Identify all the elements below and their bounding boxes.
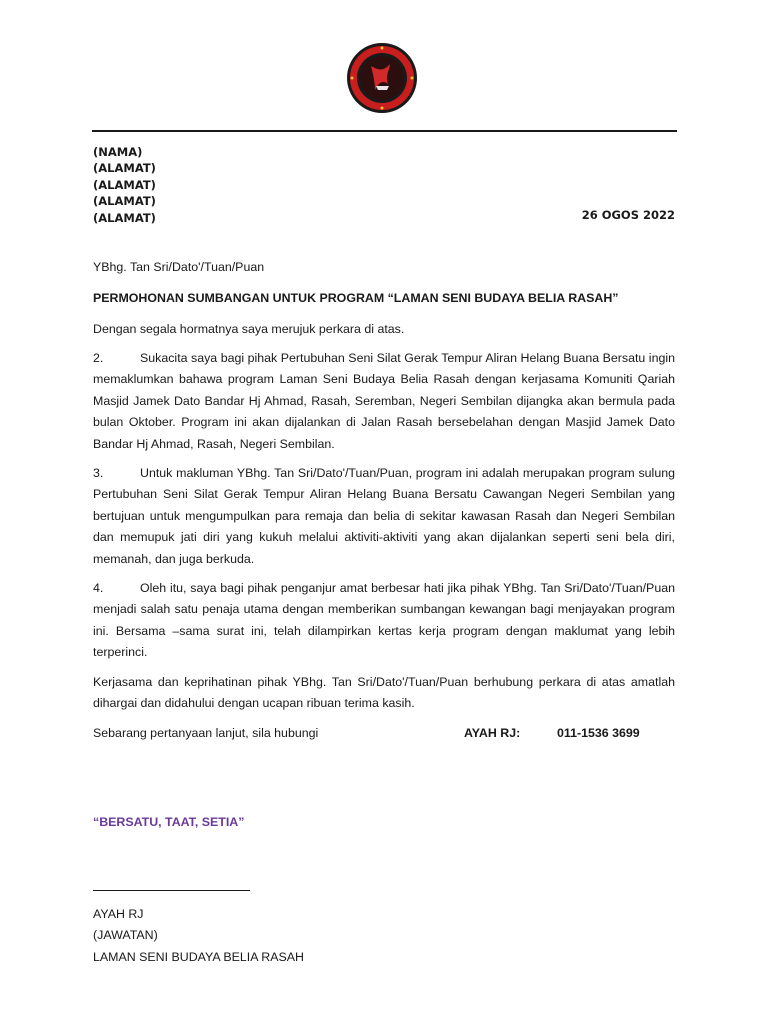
organization-seal-icon	[345, 42, 419, 114]
subject-line: PERMOHONAN SUMBANGAN UNTUK PROGRAM “LAMAN SENI BUDAYA BELIA RASAH”	[93, 291, 619, 305]
closing-paragraph: Kerjasama dan keprihatinan pihak YBhg. Tan Sri/Dato'/Tuan/Puan berhubung perkara di atas amatlah dihargai dan didahului dengan ucapan ribuan terima kasih.	[93, 675, 675, 711]
signatory-name: AYAH RJ	[93, 907, 144, 921]
salutation: YBhg. Tan Sri/Dato'/Tuan/Puan	[93, 260, 265, 274]
paragraph-number: 2.	[93, 351, 104, 365]
letter-date: 26 OGOS 2022	[581, 208, 675, 222]
paragraph-number: 3.	[93, 466, 104, 480]
signatory-position: (JAWATAN)	[93, 928, 158, 943]
address-line: (ALAMAT)	[93, 177, 156, 192]
contact-name: AYAH RJ:	[464, 726, 521, 740]
signature-block	[93, 904, 304, 968]
paragraph-4	[93, 578, 675, 664]
recipient-address-block	[93, 144, 156, 226]
paragraph-text: Untuk makluman YBhg. Tan Sri/Dato'/Tuan/Puan, program ini adalah merupakan program sulung Pertubuhan Seni Silat Gerak Tempur Aliran Helang Buana Bersatu Cawangan Negeri Sembilan yang bertujuan untuk mengumpulkan para remaja dan belia di sekitar kawasan Rasah dan Negeri Sembilan dan memupuk jati diri yang kukuh melalui aktiviti-aktiviti yang akan dijalankan seperti seni bela diri, memanah, dan juga berkuda.	[93, 466, 675, 566]
paragraph-number: 4.	[93, 581, 104, 595]
paragraph-text: Oleh itu, saya bagi pihak penganjur amat berbesar hati jika pihak YBhg. Tan Sri/Dato'/Tuan/Puan menjadi salah satu penaja utama dengan memberikan sumbangan kewangan bagi menjayakan program ini. Bersama –sama surat ini, telah dilampirkan kertas kerja program dengan maklumat yang lebih terperinci.	[93, 581, 675, 660]
motto: “BERSATU, TAAT, SETIA”	[93, 815, 245, 829]
address-line: (ALAMAT)	[93, 161, 156, 176]
contact-line	[93, 723, 675, 744]
address-line: (ALAMAT)	[93, 210, 156, 225]
paragraph-3	[93, 463, 675, 570]
signature-line	[93, 890, 250, 891]
recipient-name: (NAMA)	[93, 145, 143, 159]
letterhead-divider	[92, 130, 677, 132]
signatory-organization: LAMAN SENI BUDAYA BELIA RASAH	[93, 949, 304, 964]
paragraph-text: Sukacita saya bagi pihak Pertubuhan Seni Silat Gerak Tempur Aliran Helang Buana Bersatu ingin memaklumkan bahawa program Laman Seni Budaya Belia Rasah dengan kerjasama Komuniti Qariah Masjid Jamek Dato Bandar Hj Ahmad, Rasah, Seremban, Negeri Sembilan dijangka akan bermula pada bulan Oktober. Program ini akan dijalankan di Jalan Rasah bersebelahan dengan Masjid Jamek Dato Bandar Hj Ahmad, Rasah, Negeri Sembilan.	[93, 351, 675, 451]
paragraph-2	[93, 348, 675, 455]
contact-phone: 011-1536 3699	[557, 726, 640, 740]
address-line: (ALAMAT)	[93, 194, 156, 209]
contact-prompt: Sebarang pertanyaan lanjut, sila hubungi	[93, 726, 319, 740]
opening-line: Dengan segala hormatnya saya merujuk perkara di atas.	[93, 322, 405, 336]
